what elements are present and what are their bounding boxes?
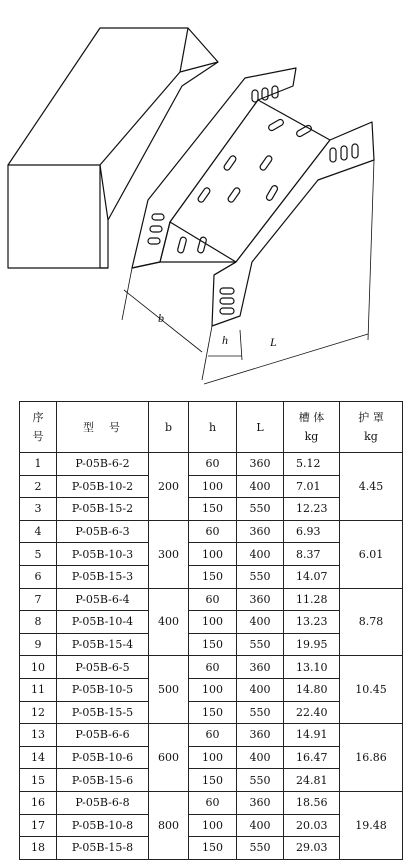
cell-cover-kg: 10.45 bbox=[340, 656, 403, 724]
cell-cover-kg: 8.78 bbox=[340, 588, 403, 656]
cell-cover-kg: 19.48 bbox=[340, 791, 403, 859]
cell-model: P-05B-6-6 bbox=[57, 724, 149, 747]
cell-b: 200 bbox=[149, 453, 189, 521]
cell-seq: 4 bbox=[20, 520, 57, 543]
cable-tray-bend-drawing bbox=[0, 0, 407, 400]
cell-b: 600 bbox=[149, 724, 189, 792]
cell-seq: 13 bbox=[20, 724, 57, 747]
cell-model: P-05B-15-4 bbox=[57, 633, 149, 656]
cell-seq: 7 bbox=[20, 588, 57, 611]
header-h: h bbox=[189, 402, 237, 453]
dim-label-h: h bbox=[222, 333, 228, 347]
cell-cover-kg: 4.45 bbox=[340, 453, 403, 521]
cell-model: P-05B-15-8 bbox=[57, 837, 149, 860]
cell-cover-kg: 16.86 bbox=[340, 724, 403, 792]
cell-cover-kg: 6.01 bbox=[340, 520, 403, 588]
cell-h: 60 bbox=[189, 588, 237, 611]
cell-seq: 3 bbox=[20, 498, 57, 521]
cell-h: 60 bbox=[189, 656, 237, 679]
table-row bbox=[20, 453, 403, 476]
cell-h: 150 bbox=[189, 837, 237, 860]
cell-trough-kg: 7.01 bbox=[284, 475, 340, 498]
cell-model: P-05B-15-5 bbox=[57, 701, 149, 724]
cell-h: 60 bbox=[189, 791, 237, 814]
cell-trough-kg: 18.56 bbox=[284, 791, 340, 814]
cell-L: 550 bbox=[237, 565, 284, 588]
cell-L: 360 bbox=[237, 453, 284, 476]
cell-b: 800 bbox=[149, 791, 189, 859]
cell-model: P-05B-10-2 bbox=[57, 475, 149, 498]
table-row bbox=[20, 656, 403, 679]
cell-trough-kg: 13.23 bbox=[284, 611, 340, 634]
cell-trough-kg: 14.91 bbox=[284, 724, 340, 747]
cell-trough-kg: 12.23 bbox=[284, 498, 340, 521]
dim-label-L: L bbox=[270, 335, 277, 349]
cell-seq: 5 bbox=[20, 543, 57, 566]
cell-h: 100 bbox=[189, 611, 237, 634]
cell-L: 360 bbox=[237, 656, 284, 679]
cell-L: 360 bbox=[237, 588, 284, 611]
cell-seq: 8 bbox=[20, 611, 57, 634]
cell-h: 60 bbox=[189, 724, 237, 747]
cell-h: 60 bbox=[189, 453, 237, 476]
cell-model: P-05B-6-3 bbox=[57, 520, 149, 543]
cell-h: 100 bbox=[189, 746, 237, 769]
cell-h: 150 bbox=[189, 565, 237, 588]
table-row bbox=[20, 791, 403, 814]
dim-label-b: b bbox=[158, 311, 164, 325]
cell-h: 100 bbox=[189, 814, 237, 837]
cell-seq: 17 bbox=[20, 814, 57, 837]
table-body bbox=[20, 453, 403, 860]
table-row bbox=[20, 724, 403, 747]
cell-model: P-05B-10-6 bbox=[57, 746, 149, 769]
header-L: L bbox=[237, 402, 284, 453]
cell-trough-kg: 16.47 bbox=[284, 746, 340, 769]
cell-trough-kg: 8.37 bbox=[284, 543, 340, 566]
cell-trough-kg: 24.81 bbox=[284, 769, 340, 792]
cell-model: P-05B-15-2 bbox=[57, 498, 149, 521]
cell-seq: 9 bbox=[20, 633, 57, 656]
cell-b: 400 bbox=[149, 588, 189, 656]
header-seq: 序 号 bbox=[20, 402, 57, 453]
cell-trough-kg: 29.03 bbox=[284, 837, 340, 860]
cell-seq: 11 bbox=[20, 678, 57, 701]
cell-seq: 2 bbox=[20, 475, 57, 498]
cell-L: 360 bbox=[237, 724, 284, 747]
cell-seq: 18 bbox=[20, 837, 57, 860]
header-cover-kg: 护 罩 kg bbox=[340, 402, 403, 453]
cell-trough-kg: 22.40 bbox=[284, 701, 340, 724]
cell-model: P-05B-6-4 bbox=[57, 588, 149, 611]
cell-L: 400 bbox=[237, 814, 284, 837]
cell-L: 550 bbox=[237, 701, 284, 724]
cell-model: P-05B-10-5 bbox=[57, 678, 149, 701]
cell-L: 400 bbox=[237, 543, 284, 566]
cell-seq: 12 bbox=[20, 701, 57, 724]
cell-trough-kg: 14.80 bbox=[284, 678, 340, 701]
cell-trough-kg: 20.03 bbox=[284, 814, 340, 837]
cell-seq: 14 bbox=[20, 746, 57, 769]
cell-model: P-05B-10-4 bbox=[57, 611, 149, 634]
cell-L: 550 bbox=[237, 498, 284, 521]
cell-model: P-05B-6-8 bbox=[57, 791, 149, 814]
cell-h: 150 bbox=[189, 633, 237, 656]
cell-h: 150 bbox=[189, 701, 237, 724]
cell-L: 550 bbox=[237, 837, 284, 860]
cell-seq: 6 bbox=[20, 565, 57, 588]
cell-seq: 1 bbox=[20, 453, 57, 476]
cell-trough-kg: 6.93 bbox=[284, 520, 340, 543]
cell-trough-kg: 11.28 bbox=[284, 588, 340, 611]
table-row bbox=[20, 588, 403, 611]
cell-L: 400 bbox=[237, 475, 284, 498]
cell-trough-kg: 14.07 bbox=[284, 565, 340, 588]
cell-model: P-05B-6-2 bbox=[57, 453, 149, 476]
cell-trough-kg: 5.12 bbox=[284, 453, 340, 476]
cell-h: 100 bbox=[189, 678, 237, 701]
cell-h: 60 bbox=[189, 520, 237, 543]
cell-model: P-05B-15-6 bbox=[57, 769, 149, 792]
cell-model: P-05B-10-3 bbox=[57, 543, 149, 566]
cell-L: 400 bbox=[237, 678, 284, 701]
cell-L: 400 bbox=[237, 746, 284, 769]
cell-h: 100 bbox=[189, 475, 237, 498]
cell-L: 550 bbox=[237, 769, 284, 792]
header-b: b bbox=[149, 402, 189, 453]
cell-model: P-05B-15-3 bbox=[57, 565, 149, 588]
cell-model: P-05B-10-8 bbox=[57, 814, 149, 837]
cell-h: 100 bbox=[189, 543, 237, 566]
cell-h: 150 bbox=[189, 769, 237, 792]
cell-model: P-05B-6-5 bbox=[57, 656, 149, 679]
cell-trough-kg: 13.10 bbox=[284, 656, 340, 679]
cell-seq: 10 bbox=[20, 656, 57, 679]
header-trough-kg: 槽 体 kg bbox=[284, 402, 340, 453]
cell-b: 500 bbox=[149, 656, 189, 724]
cell-L: 360 bbox=[237, 520, 284, 543]
cell-b: 300 bbox=[149, 520, 189, 588]
cell-L: 360 bbox=[237, 791, 284, 814]
header-model: 型 号 bbox=[57, 402, 149, 453]
cell-trough-kg: 19.95 bbox=[284, 633, 340, 656]
table-row bbox=[20, 520, 403, 543]
cell-h: 150 bbox=[189, 498, 237, 521]
cell-L: 400 bbox=[237, 611, 284, 634]
cell-seq: 15 bbox=[20, 769, 57, 792]
table-header-row bbox=[20, 402, 403, 453]
cell-L: 550 bbox=[237, 633, 284, 656]
cell-seq: 16 bbox=[20, 791, 57, 814]
spec-table bbox=[19, 401, 403, 860]
